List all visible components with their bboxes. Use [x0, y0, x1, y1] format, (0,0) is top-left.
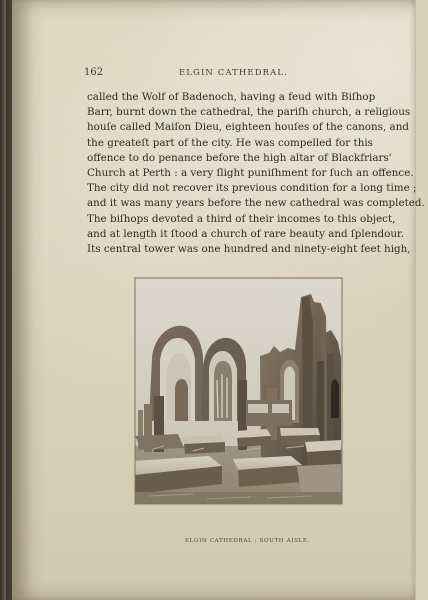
body-text-line: the greateſt part of the city. He was compelled for this: [87, 136, 373, 149]
body-text: [87, 90, 425, 257]
body-text-line: Church at Perth : a very ſlight puniſhment for ſuch an offence.: [87, 167, 414, 180]
body-text-line: and at length it ſtood a church of rare beauty and ſplendour.: [87, 227, 405, 240]
body-text-line: called the Wolf of Badenoch, having a feud with Biſhop: [87, 91, 376, 103]
body-text-line: houſe called Maiſon Dieu, eighteen houſes of the canons, and: [87, 121, 410, 134]
body-text-line: The biſhops devoted a third of their incomes to this object,: [87, 212, 396, 225]
page-number: 162: [84, 67, 104, 78]
body-text-line: Barr, burnt down the cathedral, the pariſh church, a religious: [87, 106, 411, 119]
body-text-line: and it was many years before the new cathedral was completed.: [87, 197, 425, 210]
cathedral-ruin-photograph: [135, 278, 342, 504]
body-text-line: The city did not recover its previous condition for a long time ;: [87, 182, 417, 195]
binding-gutter: [0, 0, 6, 600]
running-header: ELGIN CATHEDRAL.: [179, 68, 288, 78]
body-text-line: Its central tower was one hundred and ninety-eight feet high,: [87, 243, 411, 256]
figure-caption: ELGIN CATHEDRAL ; SOUTH AISLE.: [185, 538, 310, 544]
body-text-line: offence to do penance before the high altar of Blackfriars': [87, 151, 392, 164]
book-page: [12, 0, 425, 600]
photograph-plate: [135, 278, 342, 504]
